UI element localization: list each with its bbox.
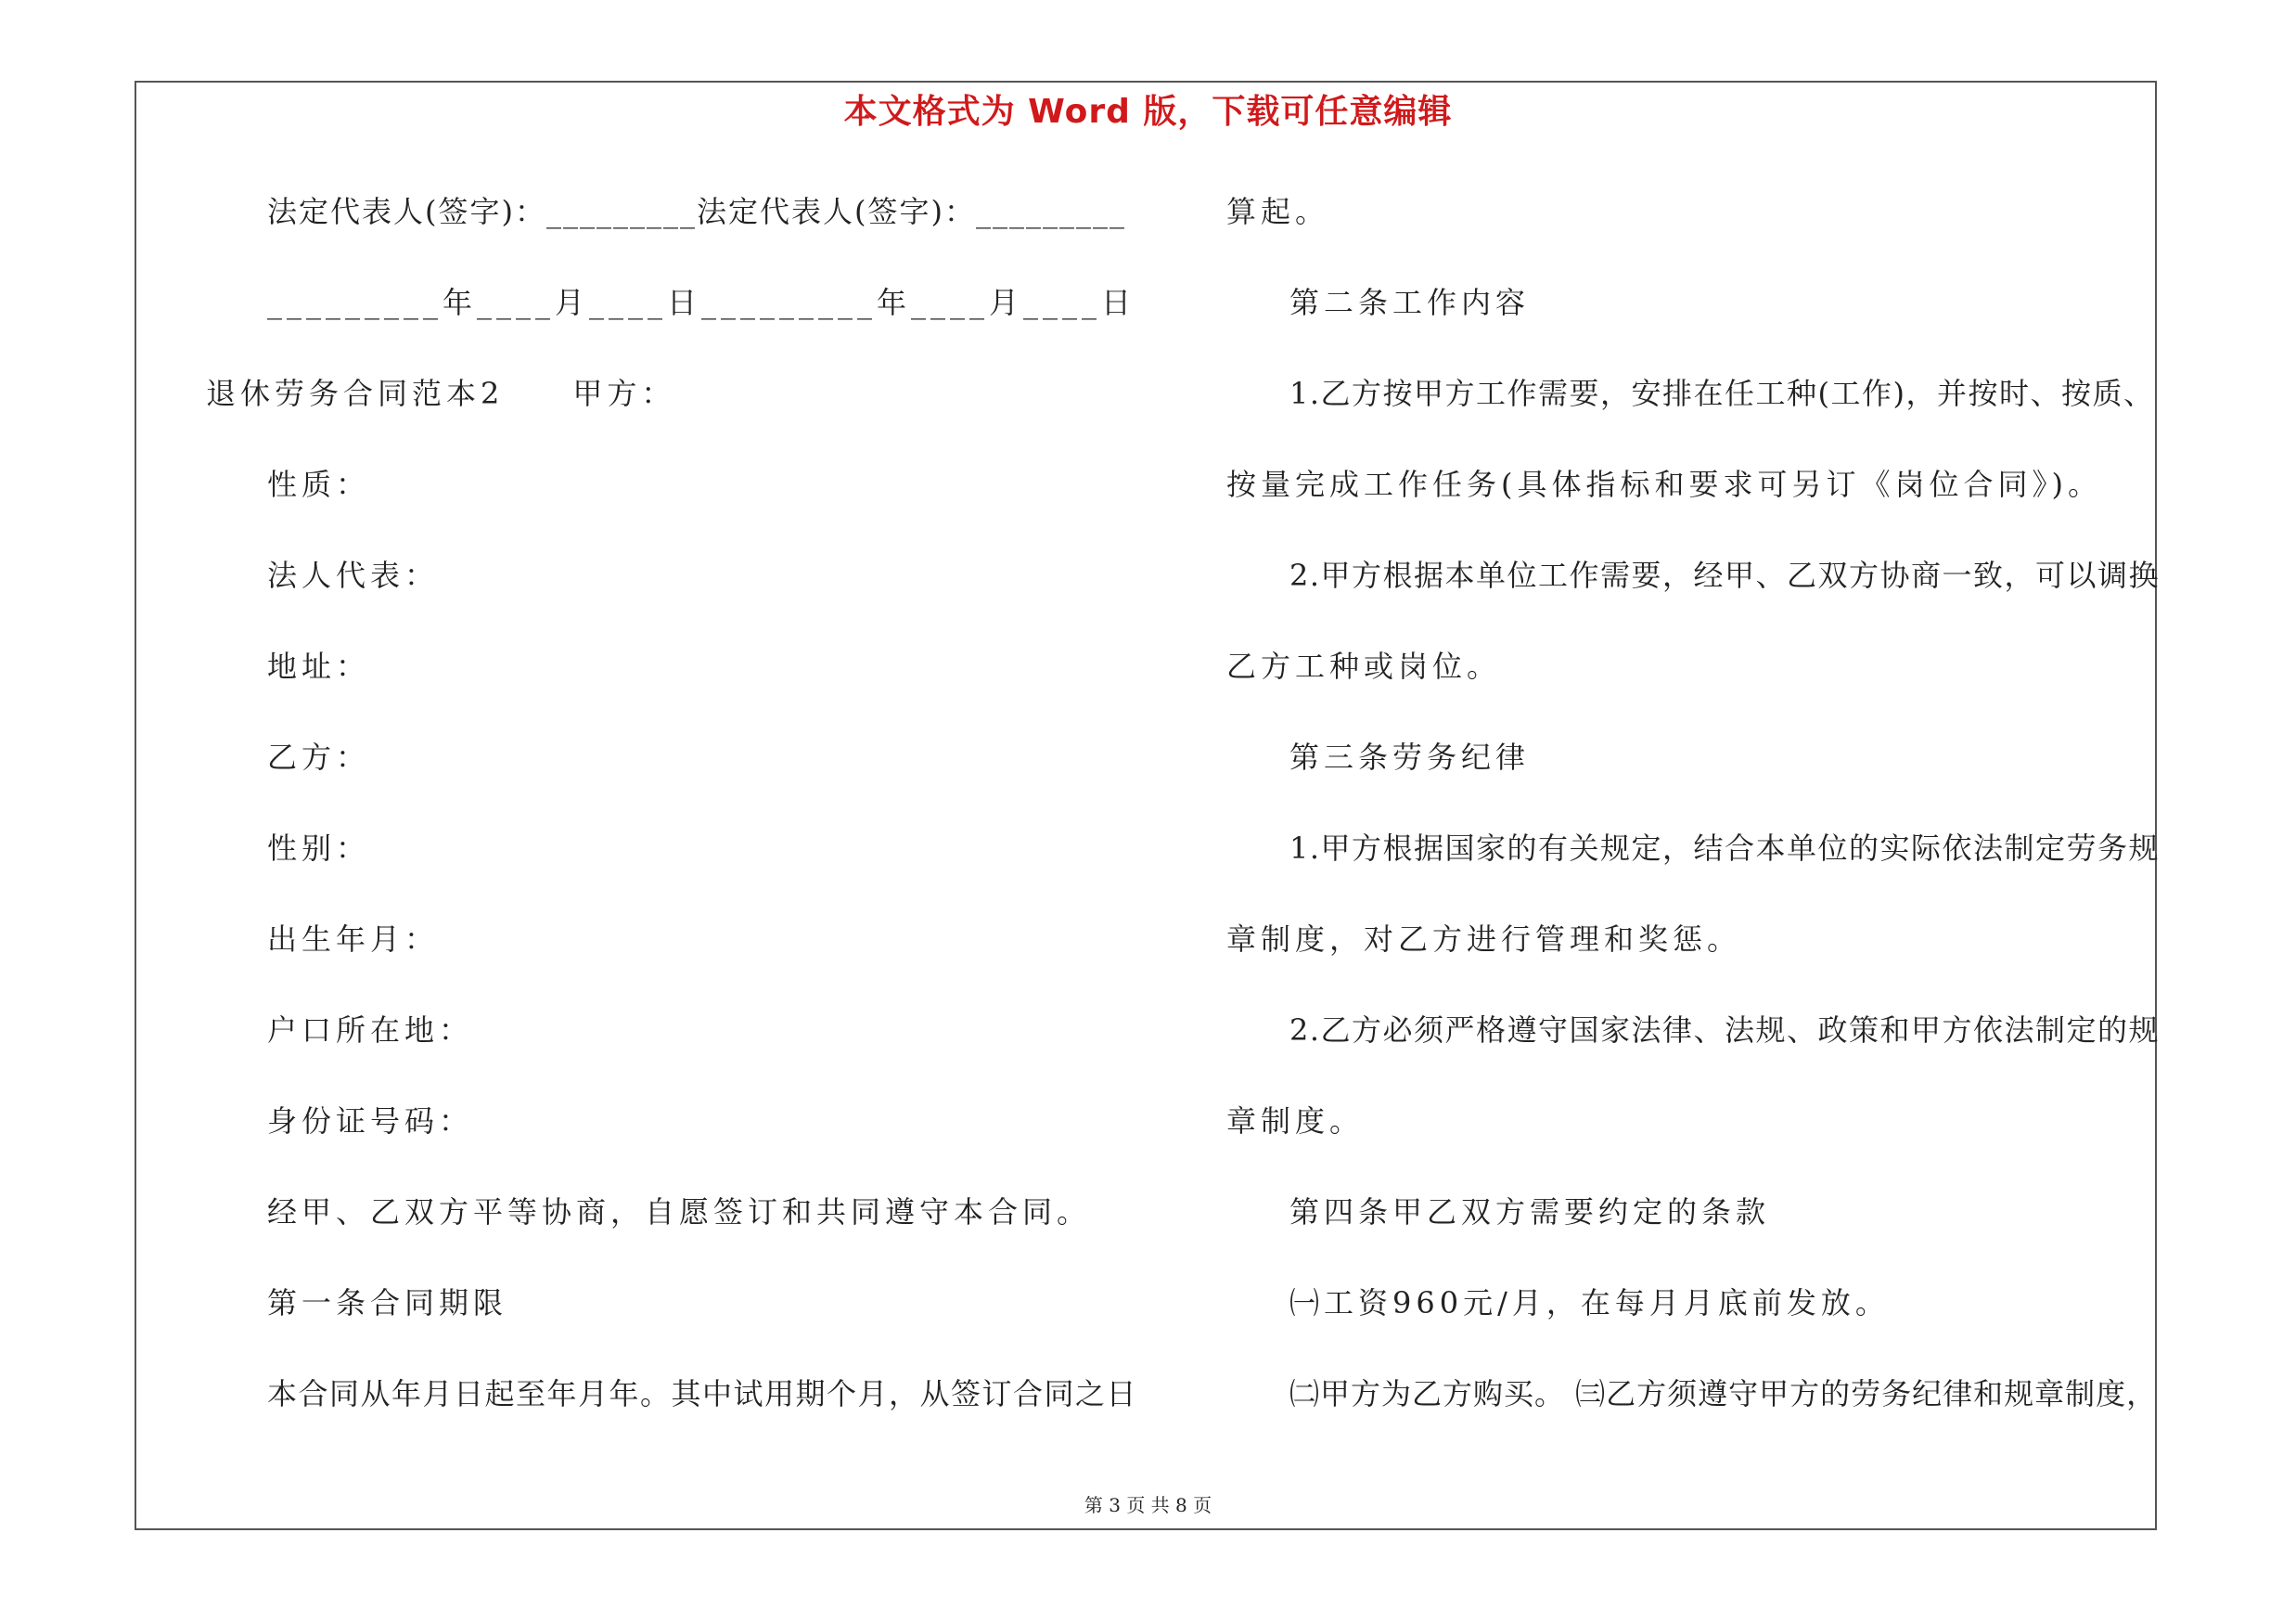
field-id-number: 身份证号码： (267, 1103, 474, 1139)
field-gender: 性别： (267, 831, 371, 866)
contract-title-party-a: 退休劳务合同范本2 甲方： (206, 376, 676, 411)
paragraph-continuation: 算起。 (1226, 194, 1330, 229)
field-nature: 性质： (267, 467, 371, 502)
paragraph-discipline-2: 2.乙方必须严格遵守国家法律、法规、政策和甲方依法制定的规 (1289, 1012, 2161, 1048)
article-3-heading: 第三条劳务纪律 (1289, 740, 1531, 775)
date-line: _________年____月____日_________年____月____日 (267, 285, 1136, 320)
paragraph-agreement: 经甲、乙双方平等协商，自愿签订和共同遵守本合同。 (267, 1194, 1092, 1230)
field-legal-representative: 法人代表： (267, 558, 440, 593)
field-party-b: 乙方： (267, 740, 371, 775)
paragraph-work-2-cont: 乙方工种或岗位。 (1226, 649, 1502, 684)
field-household-registration: 户口所在地： (267, 1012, 474, 1048)
article-1-heading: 第一条合同期限 (267, 1285, 508, 1320)
paragraph-contract-term: 本合同从年月日起至年月年。其中试用期个月，从签订合同之日 (267, 1376, 1138, 1411)
article-4-heading: 第四条甲乙双方需要约定的条款 (1289, 1194, 1771, 1230)
document-banner: 本文格式为 Word 版，下载可任意编辑 (843, 93, 1453, 131)
paragraph-work-1: 1.乙方按甲方工作需要，安排在任工种(工作)，并按时、按质、 (1289, 376, 2155, 411)
article-2-heading: 第二条工作内容 (1289, 285, 1531, 320)
paragraph-discipline-1-cont: 章制度，对乙方进行管理和奖惩。 (1226, 921, 1742, 957)
field-address: 地址： (267, 649, 371, 684)
paragraph-work-1-cont: 按量完成工作任务(具体指标和要求可另订《岗位合同》)。 (1226, 467, 2102, 502)
clause-insurance-discipline: ㈡甲方为乙方购买。 ㈢乙方须遵守甲方的劳务纪律和规章制度， (1289, 1376, 2158, 1411)
page-number: 第 3 页 共 8 页 (1084, 1494, 1212, 1516)
clause-wage: ㈠工资960元/月，在每月月底前发放。 (1289, 1285, 1890, 1320)
paragraph-work-2: 2.甲方根据本单位工作需要，经甲、乙双方协商一致，可以调换 (1289, 558, 2161, 593)
signature-line: 法定代表人(签字)：_________法定代表人(签字)：_________ (267, 194, 1126, 229)
paragraph-discipline-1: 1.甲方根据国家的有关规定，结合本单位的实际依法制定劳务规 (1289, 831, 2161, 866)
paragraph-discipline-2-cont: 章制度。 (1226, 1103, 1365, 1139)
field-birth-date: 出生年月： (267, 921, 440, 957)
